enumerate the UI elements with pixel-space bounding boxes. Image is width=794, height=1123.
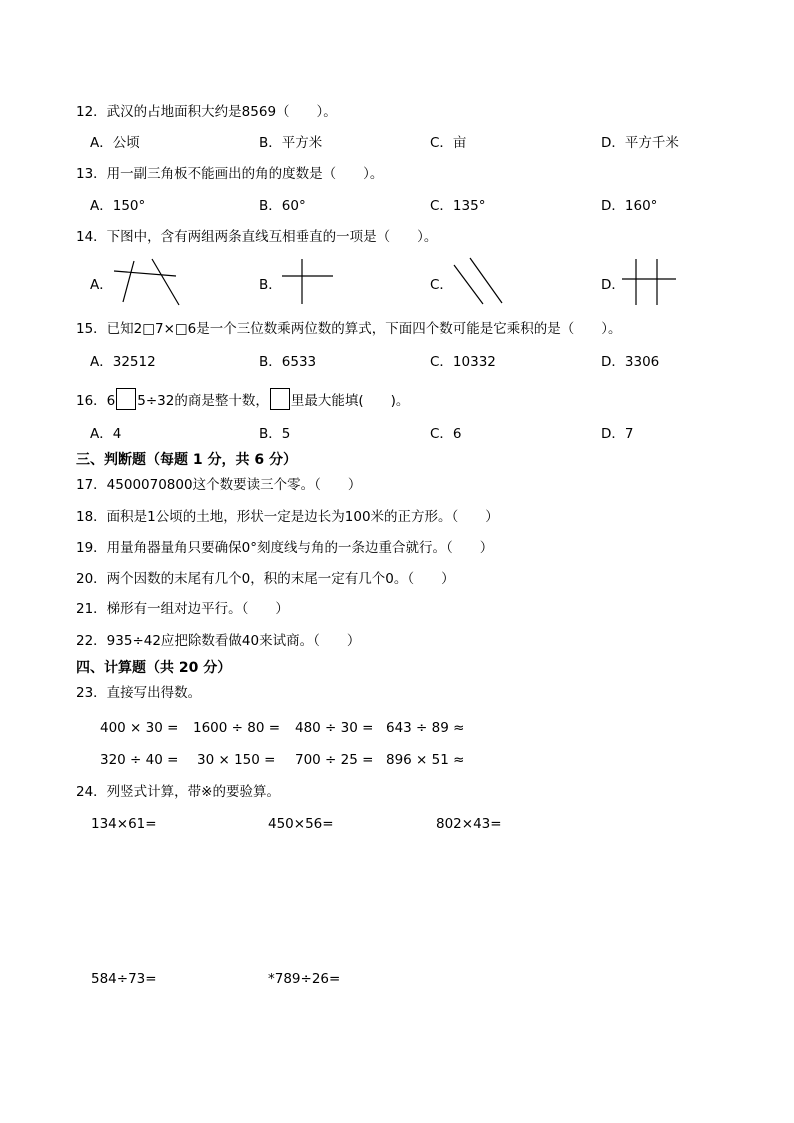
- q12-option-a[interactable]: A．公顷: [90, 135, 140, 151]
- q16-stem-part3: 里最大能填( )。: [290, 393, 410, 409]
- q14-figure-b: [280, 256, 336, 308]
- q12-option-c[interactable]: C．亩: [430, 135, 467, 151]
- q13-option-c[interactable]: C．135°: [430, 198, 486, 214]
- q23-item: 480 ÷ 30 =: [295, 720, 374, 736]
- q12-option-d[interactable]: D．平方千米: [601, 135, 679, 151]
- section-3-title: 三、判断题（每题 1 分，共 6 分）: [76, 452, 297, 468]
- q24-item: 584÷73=: [91, 971, 157, 987]
- q13-option-d[interactable]: D．160°: [601, 198, 658, 214]
- q14-option-d[interactable]: D．: [601, 277, 625, 293]
- q22-stem: 22．935÷42应把除数看做40来试商。（ ）: [76, 633, 361, 649]
- q16-stem: [76, 388, 409, 410]
- q16-stem-part2: 5÷32的商是整十数，: [137, 393, 269, 409]
- q16-stem-part1: 16．6: [76, 393, 116, 409]
- q14-option-b[interactable]: B．: [259, 277, 282, 293]
- q14-stem: 14．下图中，含有两组两条直线互相垂直的一项是（ ）。: [76, 229, 438, 245]
- q15-option-d[interactable]: D．3306: [601, 354, 660, 370]
- q23-item: 643 ÷ 89 ≈: [386, 720, 465, 736]
- q18-stem: 18．面积是1公顷的土地，形状一定是边长为100米的正方形。（ ）: [76, 509, 499, 525]
- q23-item: 400 × 30 =: [100, 720, 179, 736]
- q13-option-b[interactable]: B．60°: [259, 198, 306, 214]
- q15-stem: 15．已知2□7×□6是一个三位数乘两位数的算式，下面四个数可能是它乘积的是（ ）。: [76, 321, 622, 337]
- q12-stem: 12．武汉的占地面积大约是8569（ ）。: [76, 104, 337, 120]
- q14-option-a[interactable]: A．: [90, 277, 113, 293]
- q19-stem: 19．用量角器量角只要确保0°刻度线与角的一条边重合就行。（ ）: [76, 540, 494, 556]
- q24-item: 134×61=: [91, 816, 157, 832]
- q15-option-c[interactable]: C．10332: [430, 354, 496, 370]
- q23-item: 896 × 51 ≈: [386, 752, 465, 768]
- q16-blank-box[interactable]: [116, 388, 136, 410]
- q14-option-c[interactable]: C．: [430, 277, 453, 293]
- q23-item: 320 ÷ 40 =: [100, 752, 179, 768]
- q23-item: 1600 ÷ 80 =: [193, 720, 281, 736]
- q14-figure-a: [110, 255, 182, 307]
- q13-option-a[interactable]: A．150°: [90, 198, 146, 214]
- q14-figure-c: [450, 256, 506, 308]
- q12-option-b[interactable]: B．平方米: [259, 135, 323, 151]
- q23-item: 700 ÷ 25 =: [295, 752, 374, 768]
- q24-item: *789÷26=: [268, 971, 341, 987]
- q20-stem: 20．两个因数的末尾有几个0，积的末尾一定有几个0。（ ）: [76, 571, 455, 587]
- q21-stem: 21．梯形有一组对边平行。（ ）: [76, 601, 289, 617]
- q16-option-c[interactable]: C．6: [430, 426, 462, 442]
- section-4-title: 四、计算题（共 20 分）: [76, 660, 232, 676]
- q14-figure-d: [620, 256, 680, 308]
- q15-option-a[interactable]: A．32512: [90, 354, 156, 370]
- q16-option-d[interactable]: D．7: [601, 426, 634, 442]
- q16-blank-box-ref: [270, 388, 290, 410]
- q16-option-b[interactable]: B．5: [259, 426, 291, 442]
- q24-item: 450×56=: [268, 816, 334, 832]
- q24-item: 802×43=: [436, 816, 502, 832]
- q23-item: 30 × 150 =: [197, 752, 276, 768]
- q16-option-a[interactable]: A．4: [90, 426, 122, 442]
- q13-stem: 13．用一副三角板不能画出的角的度数是（ ）。: [76, 166, 384, 182]
- q23-stem: 23．直接写出得数。: [76, 685, 202, 701]
- q24-stem: 24．列竖式计算，带※的要验算。: [76, 784, 280, 800]
- q17-stem: 17．4500070800这个数要读三个零。（ ）: [76, 477, 362, 493]
- q15-option-b[interactable]: B．6533: [259, 354, 317, 370]
